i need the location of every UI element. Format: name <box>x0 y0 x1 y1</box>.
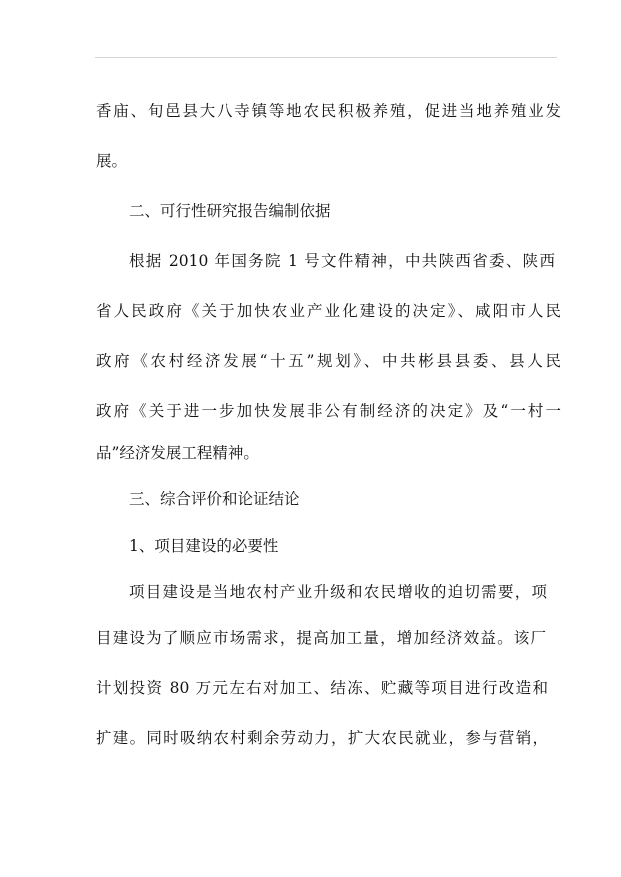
paragraph-line: 品”经济发展工程精神。 <box>96 444 259 462</box>
paragraph-line: 省人民政府《关于加快农业产业化建设的决定》、咸阳市人民 <box>96 302 561 320</box>
subsection-heading: 1、项目建设的必要性 <box>129 537 279 555</box>
paragraph-line: 展。 <box>96 152 128 170</box>
section-heading: 二、可行性研究报告编制依据 <box>129 202 331 220</box>
paragraph-line: 计划投资 80 万元左右对加工、结冻、贮藏等项目进行改造和 <box>96 679 548 697</box>
header-rule <box>95 57 557 58</box>
paragraph-line: 香庙、旬邑县大八寺镇等地农民积极养殖，促进当地养殖业发 <box>96 102 561 120</box>
paragraph-line: 目建设为了顺应市场需求，提高加工量，增加经济效益。该厂 <box>96 629 546 647</box>
paragraph-line: 政府《关于进一步加快发展非公有制经济的决定》及“一村一 <box>96 402 561 420</box>
paragraph-line: 项目建设是当地农村产业升级和农民增收的迫切需要，项 <box>129 583 547 601</box>
paragraph-line: 政府《农村经济发展“十五”规划》、中共彬县县委、县人民 <box>96 352 561 370</box>
paragraph-line: 扩建。同时吸纳农村剩余劳动力，扩大农民就业，参与营销， <box>96 729 548 747</box>
section-heading: 三、综合评价和论证结论 <box>129 490 300 508</box>
paragraph-line: 根据 2010 年国务院 1 号文件精神，中共陕西省委、陕西 <box>129 252 555 270</box>
